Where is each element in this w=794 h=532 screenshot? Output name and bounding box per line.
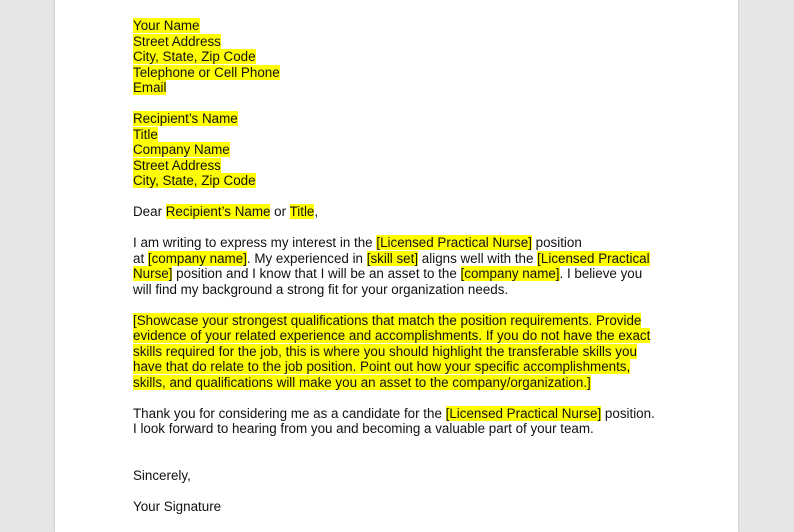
company-placeholder: [company name]	[460, 266, 560, 281]
letter-body	[133, 18, 663, 514]
paragraph-thanks: Thank you for considering me as a candidate for the [Licensed Practical Nurse] position. I look forward to hearing from you and becoming a valuable part of your team.	[133, 405, 655, 436]
job-title-placeholder: [Licensed Practical Nurse]	[445, 405, 602, 421]
job-title-placeholder: [Licensed Practical Nurse]	[376, 235, 532, 250]
closing: Sincerely,	[133, 467, 191, 483]
recipient-title: Title	[133, 126, 158, 142]
paragraph-interest: I am writing to express my interest in the [Licensed Practical Nurse] position at [company name]. My experienced in [skill set] aligns well with the [Licensed Practical Nurse] position and I know that I will be an asset to the [company name]. I believe you will find my background a strong fit for your organization needs.	[133, 235, 650, 297]
recipient-company: Company Name	[133, 142, 230, 157]
paragraph-qualifications: [Showcase your strongest qualifications that match the position requirements. Provide evidence of your related experience and accomplishments. If you do not have the exact skills required for the job, this is where you should highlight the transferable skills you have that do relate to the job position. Point out how your specific accomplishments, skills, and qualifications will make you an asset to the company/organization.]	[133, 312, 651, 390]
sender-block	[133, 18, 663, 96]
job-title-placeholder: [Licensed Practical	[537, 250, 650, 266]
document-page	[55, 0, 738, 532]
sender-email: Email	[133, 80, 167, 95]
recipient-name: Recipient’s Name	[133, 111, 238, 126]
salutation: Dear Recipient’s Name or Title,	[133, 204, 319, 219]
recipient-city: City, State, Zip Code	[133, 173, 256, 188]
skill-set-placeholder: [skill set]	[366, 250, 419, 266]
sender-phone: Telephone or Cell Phone	[133, 64, 280, 80]
salutation-title: Title	[289, 204, 315, 219]
job-title-placeholder: Nurse]	[133, 266, 173, 281]
recipient-street: Street Address	[133, 157, 221, 173]
salutation-name: Recipient’s Name	[165, 204, 271, 219]
company-placeholder: [company name]	[147, 250, 247, 266]
signature: Your Signature	[133, 498, 222, 514]
sender-city: City, State, Zip Code	[133, 49, 256, 64]
sender-name: Your Name	[133, 18, 200, 33]
recipient-block	[133, 111, 663, 189]
sender-street: Street Address	[133, 33, 221, 49]
